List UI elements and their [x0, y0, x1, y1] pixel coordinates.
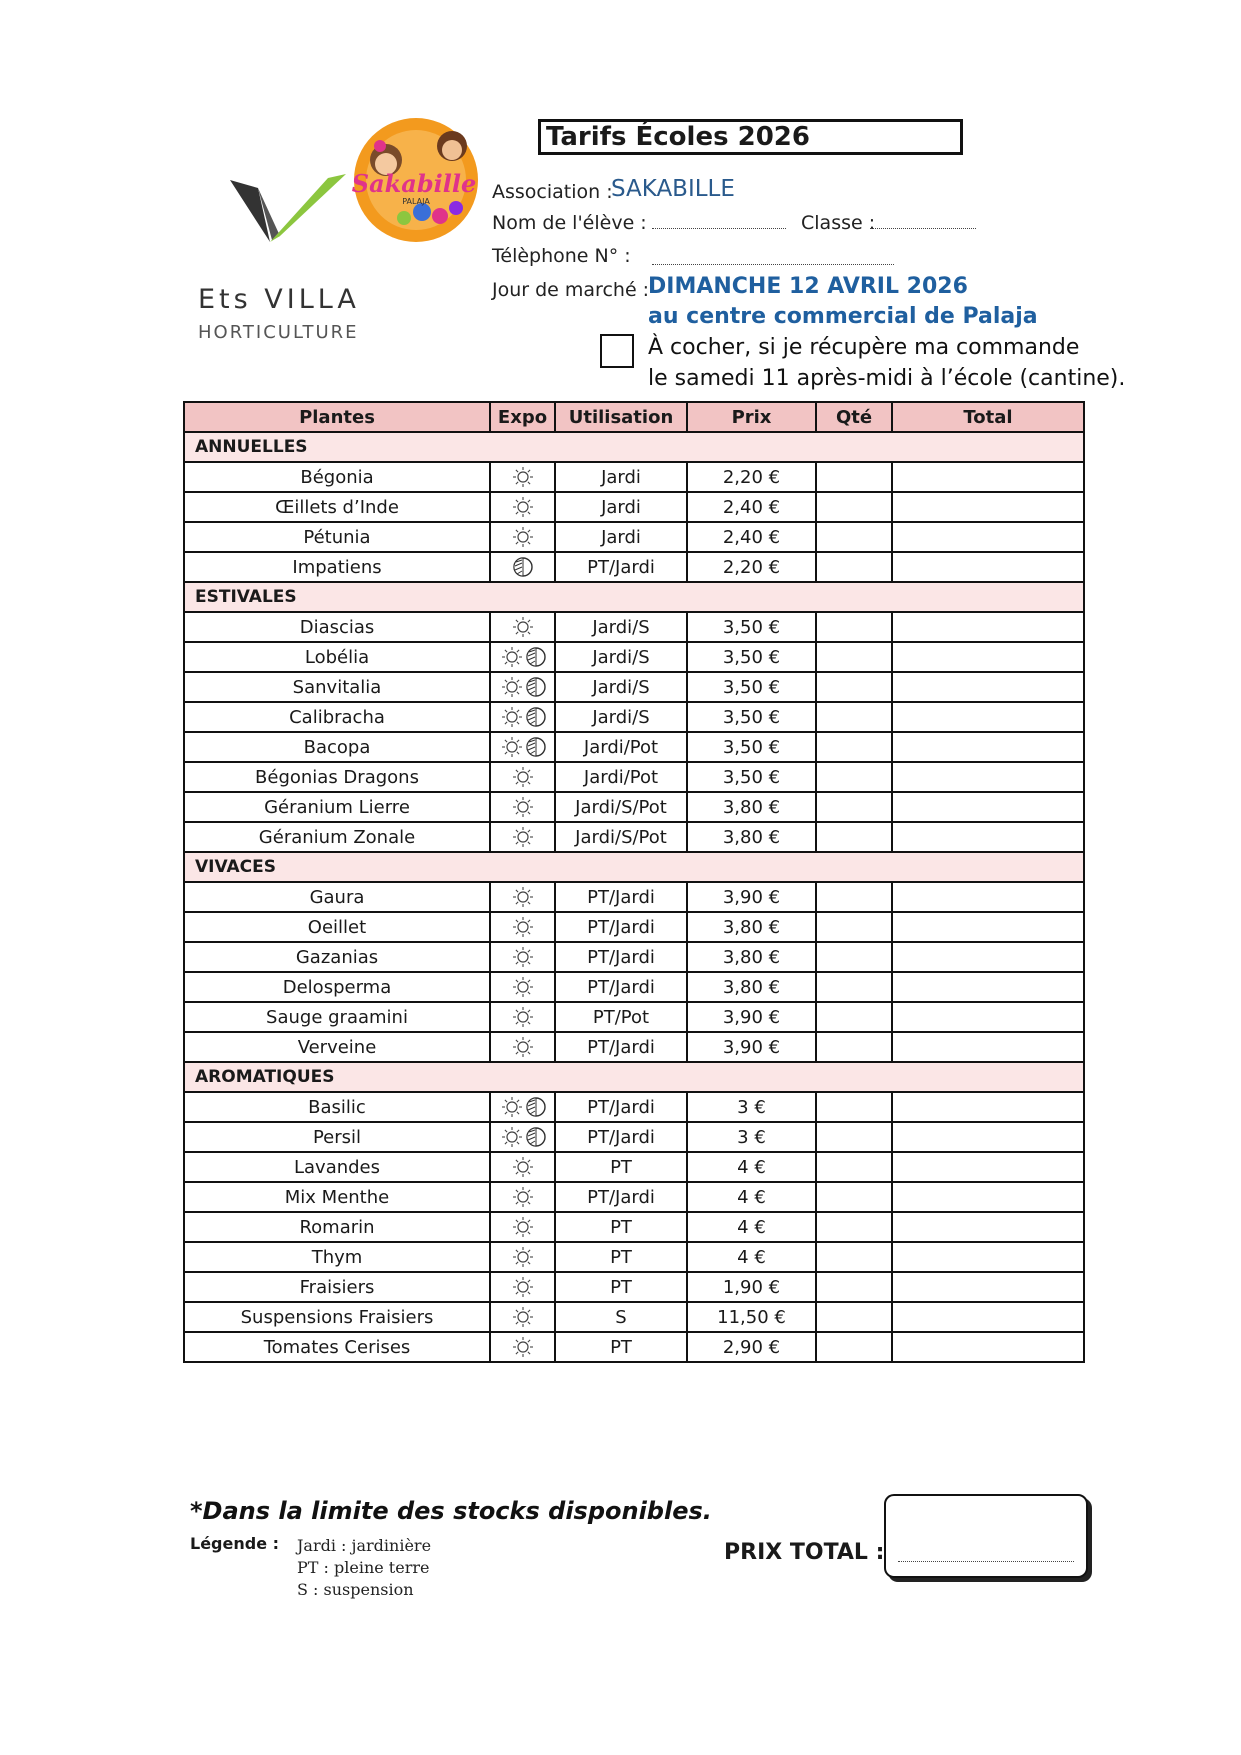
plant-name: Oeillet: [184, 912, 490, 942]
quantity-input-cell[interactable]: [816, 792, 892, 822]
half-shade-icon: [525, 1096, 547, 1117]
price-cell: 3,50 €: [687, 762, 816, 792]
quantity-input-cell[interactable]: [816, 492, 892, 522]
total-input-cell[interactable]: [892, 1182, 1084, 1212]
section-title: ANNUELLES: [184, 432, 1084, 462]
utilisation-cell: PT: [555, 1212, 687, 1242]
plant-name: Calibracha: [184, 702, 490, 732]
expo-cell: [490, 942, 555, 972]
utilisation-cell: PT/Jardi: [555, 972, 687, 1002]
price-cell: 2,40 €: [687, 522, 816, 552]
plant-name: Géranium Zonale: [184, 822, 490, 852]
class-field[interactable]: [870, 228, 976, 229]
expo-cell: [490, 1002, 555, 1032]
sun-icon: [510, 1246, 536, 1267]
table-row: [184, 912, 1084, 942]
utilisation-cell: PT/Jardi: [555, 1122, 687, 1152]
expo-cell: [490, 912, 555, 942]
table-row: [184, 1152, 1084, 1182]
expo-cell: [490, 822, 555, 852]
utilisation-cell: PT: [555, 1272, 687, 1302]
table-row: [184, 522, 1084, 552]
legend-item-pt: PT : pleine terre: [297, 1558, 430, 1577]
total-input-cell[interactable]: [892, 462, 1084, 492]
section-title: ESTIVALES: [184, 582, 1084, 612]
price-cell: 3,50 €: [687, 732, 816, 762]
total-input-cell[interactable]: [892, 552, 1084, 582]
col-header-prix: Prix: [687, 402, 816, 432]
plant-name: Diascias: [184, 612, 490, 642]
legend-title: Légende :: [190, 1534, 280, 1553]
sun-icon: [510, 526, 536, 547]
sun-icon: [499, 1096, 525, 1117]
student-name-field[interactable]: [652, 228, 786, 229]
expo-cell: [490, 1302, 555, 1332]
col-header-plantes: Plantes: [184, 402, 490, 432]
class-label: Classe :: [801, 212, 876, 234]
sun-icon: [510, 1006, 536, 1027]
expo-cell: [490, 462, 555, 492]
brand-name: Ets VILLA: [198, 284, 360, 315]
sun-icon: [510, 946, 536, 967]
quantity-input-cell[interactable]: [816, 642, 892, 672]
quantity-input-cell[interactable]: [816, 1122, 892, 1152]
market-date: DIMANCHE 12 AVRIL 2026: [648, 274, 968, 299]
table-row: [184, 762, 1084, 792]
plant-name: Gaura: [184, 882, 490, 912]
expo-cell: [490, 1272, 555, 1302]
utilisation-cell: Jardi: [555, 492, 687, 522]
expo-cell: [490, 672, 555, 702]
total-price-field[interactable]: [884, 1494, 1088, 1578]
plant-name: Verveine: [184, 1032, 490, 1062]
table-row: [184, 642, 1084, 672]
expo-cell: [490, 972, 555, 1002]
total-input-cell[interactable]: [892, 522, 1084, 552]
quantity-input-cell[interactable]: [816, 912, 892, 942]
total-input-cell[interactable]: [892, 1152, 1084, 1182]
expo-cell: [490, 1242, 555, 1272]
total-input-cell[interactable]: [892, 972, 1084, 1002]
sun-icon: [510, 616, 536, 637]
sun-icon: [499, 1126, 525, 1147]
total-input-cell[interactable]: [892, 1032, 1084, 1062]
association-value: SAKABILLE: [611, 176, 735, 202]
utilisation-cell: Jardi/S/Pot: [555, 792, 687, 822]
half-shade-icon: [512, 556, 534, 577]
total-input-cell[interactable]: [892, 1272, 1084, 1302]
utilisation-cell: PT: [555, 1242, 687, 1272]
table-row: [184, 1272, 1084, 1302]
price-cell: 4 €: [687, 1152, 816, 1182]
sun-icon: [499, 676, 525, 697]
plant-name: Fraisiers: [184, 1272, 490, 1302]
quantity-input-cell[interactable]: [816, 882, 892, 912]
quantity-input-cell[interactable]: [816, 672, 892, 702]
table-row: [184, 702, 1084, 732]
table-row: [184, 1122, 1084, 1152]
half-shade-icon: [525, 706, 547, 727]
price-cell: 1,90 €: [687, 1272, 816, 1302]
sun-icon: [510, 1306, 536, 1327]
price-cell: 2,20 €: [687, 552, 816, 582]
utilisation-cell: PT/Jardi: [555, 882, 687, 912]
expo-cell: [490, 1182, 555, 1212]
utilisation-cell: Jardi/S: [555, 702, 687, 732]
brand-subtitle: HORTICULTURE: [198, 322, 359, 343]
total-input-cell[interactable]: [892, 672, 1084, 702]
plant-name: Sanvitalia: [184, 672, 490, 702]
total-input-cell[interactable]: [892, 1092, 1084, 1122]
sun-icon: [510, 1276, 536, 1297]
sun-icon: [510, 766, 536, 787]
expo-cell: [490, 882, 555, 912]
total-input-cell[interactable]: [892, 762, 1084, 792]
phone-label: Télèphone N° :: [492, 245, 631, 267]
quantity-input-cell[interactable]: [816, 1152, 892, 1182]
plant-name: Œillets d’Inde: [184, 492, 490, 522]
utilisation-cell: Jardi/Pot: [555, 762, 687, 792]
total-input-cell[interactable]: [892, 942, 1084, 972]
half-shade-icon: [525, 646, 547, 667]
table-row: [184, 1032, 1084, 1062]
utilisation-cell: Jardi: [555, 522, 687, 552]
plant-name: Bacopa: [184, 732, 490, 762]
price-cell: 3,80 €: [687, 792, 816, 822]
quantity-input-cell[interactable]: [816, 552, 892, 582]
quantity-input-cell[interactable]: [816, 972, 892, 1002]
phone-field[interactable]: [652, 264, 894, 265]
utilisation-cell: S: [555, 1302, 687, 1332]
expo-cell: [490, 1122, 555, 1152]
total-input-cell[interactable]: [892, 1242, 1084, 1272]
price-cell: 3,50 €: [687, 612, 816, 642]
plant-name: Géranium Lierre: [184, 792, 490, 822]
utilisation-cell: PT/Jardi: [555, 912, 687, 942]
price-cell: 3,50 €: [687, 642, 816, 672]
table-row: [184, 672, 1084, 702]
sun-icon: [510, 916, 536, 937]
quantity-input-cell[interactable]: [816, 1242, 892, 1272]
total-input-cell[interactable]: [892, 1332, 1084, 1362]
total-input-cell[interactable]: [892, 822, 1084, 852]
quantity-input-cell[interactable]: [816, 1332, 892, 1362]
checkbox-text-line1: À cocher, si je récupère ma commande: [648, 335, 1080, 360]
expo-cell: [490, 1032, 555, 1062]
quantity-input-cell[interactable]: [816, 702, 892, 732]
market-location: au centre commercial de Palaja: [648, 304, 1038, 329]
price-cell: 4 €: [687, 1212, 816, 1242]
plant-name: Suspensions Fraisiers: [184, 1302, 490, 1332]
plant-name: Lavandes: [184, 1152, 490, 1182]
price-cell: 4 €: [687, 1182, 816, 1212]
section-row: [184, 432, 1084, 462]
price-cell: 3,80 €: [687, 822, 816, 852]
quantity-input-cell[interactable]: [816, 612, 892, 642]
table-row: [184, 942, 1084, 972]
table-row: [184, 732, 1084, 762]
total-input-cell[interactable]: [892, 792, 1084, 822]
price-cell: 3,50 €: [687, 702, 816, 732]
plant-name: Mix Menthe: [184, 1182, 490, 1212]
legend-item-s: S : suspension: [297, 1580, 414, 1599]
table-row: [184, 1092, 1084, 1122]
quantity-input-cell[interactable]: [816, 822, 892, 852]
total-input-cell[interactable]: [892, 702, 1084, 732]
table-row: [184, 972, 1084, 1002]
total-input-cell[interactable]: [892, 492, 1084, 522]
villa-logo-check-icon: [228, 170, 348, 270]
quantity-input-cell[interactable]: [816, 1092, 892, 1122]
plant-name: Romarin: [184, 1212, 490, 1242]
expo-cell: [490, 492, 555, 522]
price-cell: 3 €: [687, 1092, 816, 1122]
total-input-cell[interactable]: [892, 642, 1084, 672]
price-cell: 3,80 €: [687, 942, 816, 972]
quantity-input-cell[interactable]: [816, 1302, 892, 1332]
quantity-input-cell[interactable]: [816, 1182, 892, 1212]
pickup-checkbox[interactable]: [600, 334, 634, 368]
plant-name: Gazanias: [184, 942, 490, 972]
plant-name: Pétunia: [184, 522, 490, 552]
total-input-cell[interactable]: [892, 1302, 1084, 1332]
expo-cell: [490, 702, 555, 732]
col-header-expo: Expo: [490, 402, 555, 432]
utilisation-cell: Jardi/S: [555, 612, 687, 642]
utilisation-cell: Jardi: [555, 462, 687, 492]
section-row: [184, 1062, 1084, 1092]
half-shade-icon: [525, 676, 547, 697]
total-input-cell[interactable]: [892, 912, 1084, 942]
plant-name: Lobélia: [184, 642, 490, 672]
quantity-input-cell[interactable]: [816, 942, 892, 972]
quantity-input-cell[interactable]: [816, 1272, 892, 1302]
total-input-cell[interactable]: [892, 1002, 1084, 1032]
expo-cell: [490, 612, 555, 642]
plant-name: Thym: [184, 1242, 490, 1272]
sun-icon: [510, 826, 536, 847]
sun-icon: [499, 706, 525, 727]
half-shade-icon: [525, 736, 547, 757]
price-cell: 2,90 €: [687, 1332, 816, 1362]
plant-name: Persil: [184, 1122, 490, 1152]
table-row: [184, 1302, 1084, 1332]
sun-icon: [510, 976, 536, 997]
sun-icon: [510, 1336, 536, 1357]
price-cell: 3,90 €: [687, 882, 816, 912]
table-row: [184, 1242, 1084, 1272]
stock-note: *Dans la limite des stocks disponibles.: [190, 1497, 712, 1525]
sun-icon: [510, 496, 536, 517]
price-cell: 3,90 €: [687, 1032, 816, 1062]
sun-icon: [499, 646, 525, 667]
plant-name: Bégonia: [184, 462, 490, 492]
section-title: VIVACES: [184, 852, 1084, 882]
col-header-total: Total: [892, 402, 1084, 432]
table-row: [184, 492, 1084, 522]
plant-name: Delosperma: [184, 972, 490, 1002]
plant-name: Basilic: [184, 1092, 490, 1122]
utilisation-cell: Jardi/S: [555, 642, 687, 672]
table-row: [184, 462, 1084, 492]
legend-item-jardi: Jardi : jardinière: [297, 1536, 432, 1555]
sun-icon: [510, 886, 536, 907]
sun-icon: [510, 796, 536, 817]
utilisation-cell: PT/Pot: [555, 1002, 687, 1032]
price-cell: 2,20 €: [687, 462, 816, 492]
association-label: Association :: [492, 181, 613, 203]
price-cell: 3,50 €: [687, 672, 816, 702]
plant-name: Impatiens: [184, 552, 490, 582]
table-row: [184, 1212, 1084, 1242]
table-row: [184, 822, 1084, 852]
logo-subtext: PALAJA: [402, 197, 430, 206]
col-header-qte: Qté: [816, 402, 892, 432]
student-name-label: Nom de l'élève :: [492, 212, 647, 234]
quantity-input-cell[interactable]: [816, 462, 892, 492]
total-input-cell[interactable]: [892, 882, 1084, 912]
page-title: Tarifs Écoles 2026: [538, 119, 963, 155]
expo-cell: [490, 1212, 555, 1242]
sun-icon: [499, 736, 525, 757]
price-cell: 3,80 €: [687, 912, 816, 942]
plant-name: Sauge graamini: [184, 1002, 490, 1032]
section-title: AROMATIQUES: [184, 1062, 1084, 1092]
table-header-row: [184, 402, 1084, 432]
price-table: [183, 401, 1085, 1363]
utilisation-cell: PT/Jardi: [555, 1032, 687, 1062]
quantity-input-cell[interactable]: [816, 732, 892, 762]
sakabille-logo-icon: [352, 116, 480, 244]
half-shade-icon: [525, 1126, 547, 1147]
table-row: [184, 1002, 1084, 1032]
price-cell: 3,90 €: [687, 1002, 816, 1032]
section-row: [184, 582, 1084, 612]
table-row: [184, 792, 1084, 822]
expo-cell: [490, 1152, 555, 1182]
table-row: [184, 612, 1084, 642]
price-cell: 3,80 €: [687, 972, 816, 1002]
quantity-input-cell[interactable]: [816, 1002, 892, 1032]
expo-cell: [490, 522, 555, 552]
sun-icon: [510, 1186, 536, 1207]
expo-cell: [490, 1332, 555, 1362]
quantity-input-cell[interactable]: [816, 762, 892, 792]
quantity-input-cell[interactable]: [816, 522, 892, 552]
price-cell: 11,50 €: [687, 1302, 816, 1332]
plant-name: Tomates Cerises: [184, 1332, 490, 1362]
table-row: [184, 882, 1084, 912]
utilisation-cell: Jardi/Pot: [555, 732, 687, 762]
price-cell: 2,40 €: [687, 492, 816, 522]
sun-icon: [510, 466, 536, 487]
sun-icon: [510, 1216, 536, 1237]
section-row: [184, 852, 1084, 882]
expo-cell: [490, 732, 555, 762]
expo-cell: [490, 762, 555, 792]
col-header-utilisation: Utilisation: [555, 402, 687, 432]
table-row: [184, 552, 1084, 582]
expo-cell: [490, 642, 555, 672]
logo-text: Sakabille: [352, 169, 477, 198]
checkbox-text-line2: le samedi 11 après-midi à l’école (cantine).: [648, 366, 1126, 391]
quantity-input-cell[interactable]: [816, 1212, 892, 1242]
plant-name: Bégonias Dragons: [184, 762, 490, 792]
total-input-cell[interactable]: [892, 1212, 1084, 1242]
total-input-cell[interactable]: [892, 1122, 1084, 1152]
table-row: [184, 1332, 1084, 1362]
utilisation-cell: PT: [555, 1152, 687, 1182]
price-cell: 4 €: [687, 1242, 816, 1272]
expo-cell: [490, 552, 555, 582]
utilisation-cell: PT/Jardi: [555, 1182, 687, 1212]
total-input-cell[interactable]: [892, 732, 1084, 762]
market-day-label: Jour de marché :: [492, 279, 650, 301]
total-price-label: PRIX TOTAL :: [724, 1540, 885, 1565]
utilisation-cell: PT/Jardi: [555, 942, 687, 972]
total-input-cell[interactable]: [892, 612, 1084, 642]
utilisation-cell: PT/Jardi: [555, 552, 687, 582]
expo-cell: [490, 1092, 555, 1122]
sun-icon: [510, 1156, 536, 1177]
price-cell: 3 €: [687, 1122, 816, 1152]
table-row: [184, 1182, 1084, 1212]
quantity-input-cell[interactable]: [816, 1032, 892, 1062]
utilisation-cell: PT/Jardi: [555, 1092, 687, 1122]
total-price-dotline: [898, 1561, 1074, 1562]
utilisation-cell: PT: [555, 1332, 687, 1362]
sun-icon: [510, 1036, 536, 1057]
utilisation-cell: Jardi/S/Pot: [555, 822, 687, 852]
utilisation-cell: Jardi/S: [555, 672, 687, 702]
expo-cell: [490, 792, 555, 822]
